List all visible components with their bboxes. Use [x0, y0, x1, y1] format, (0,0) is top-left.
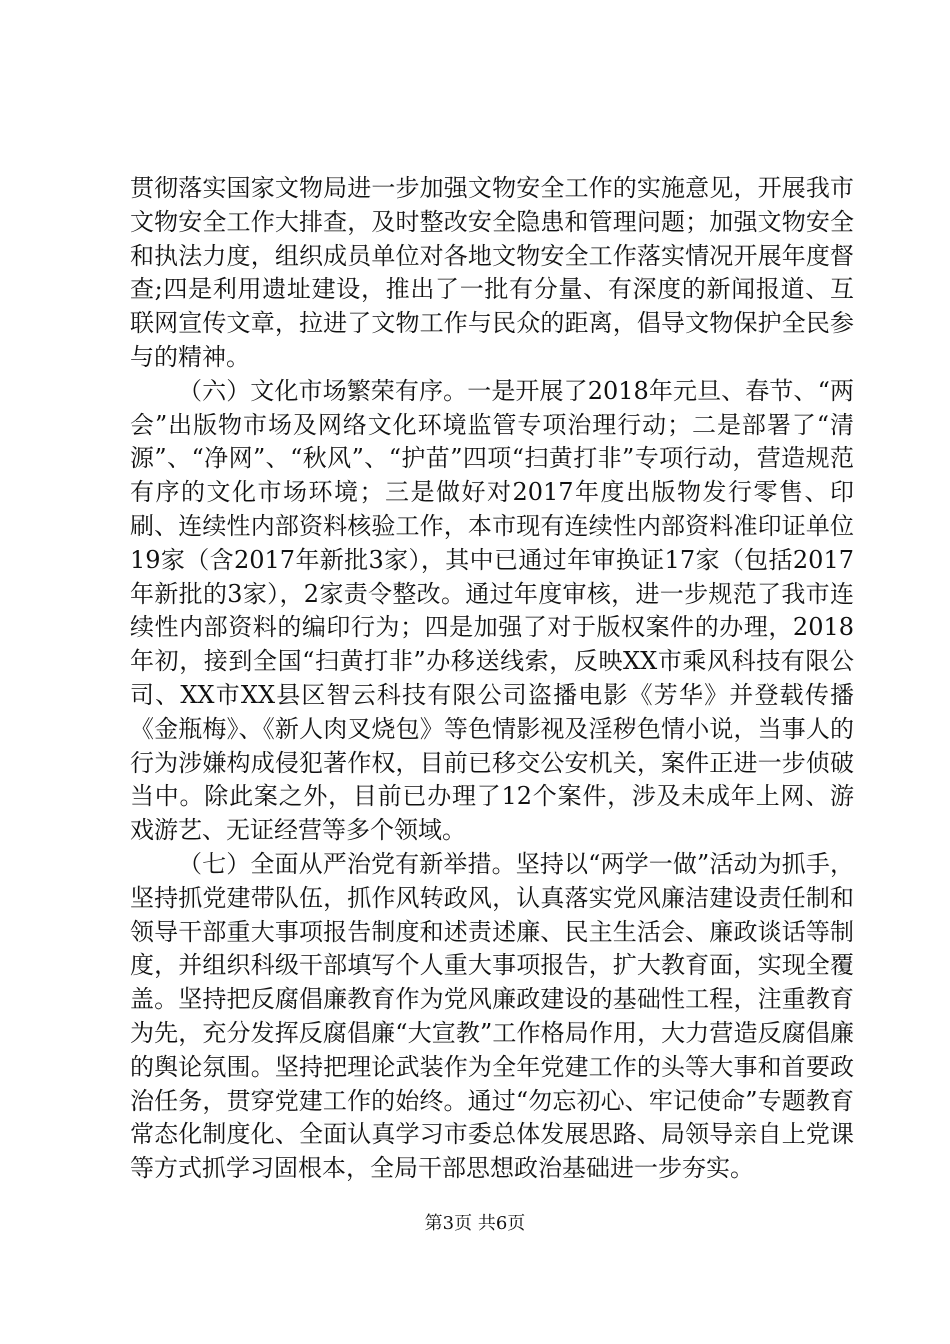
paragraph-section-six-cultural-market: （六）文化市场繁荣有序。一是开展了2018年元旦、春节、“两会”出版物市场及网络文化环境监管专项治理行动；二是部署了“清源”、“净网”、“秋风”、“护苗”四项“扫黄打非”专项行动，营造规范有序的文化市场环境；三是做好对2017年度出版物发行零售、印刷、连续性内部资料核验工作，本市现有连续性内部资料准印证单位19家（含2017年新批3家），其中已通过年审换证17家（包括2017年新批的3家），2家责令整改。通过年度审核，进一步规范了我市连续性内部资料的编印行为；四是加强了对于版权案件的办理，2018年初，接到全国“扫黄打非”办移送线索，反映XX市乘风科技有限公司、XX市XX县区智云科技有限公司盗播电影《芳华》并登载传播《金瓶梅》、《新人肉叉烧包》等色情影视及淫秽色情小说，当事人的行为涉嫌构成侵犯著作权，目前已移交公安机关，案件正进一步侦破当中。除此案之外，目前已办理了12个案件，涉及未成年上网、游戏游艺、无证经营等多个领域。: [130, 376, 854, 845]
page-number-footer: 第3页 共6页: [424, 1213, 526, 1234]
document-body: [130, 172, 854, 1186]
paragraph-cultural-relics-continued: 贯彻落实国家文物局进一步加强文物安全工作的实施意见，开展我市文物安全工作大排查，及时整改安全隐患和管理问题；加强文物安全和执法力度，组织成员单位对各地文物安全工作落实情况开展年度督查;四是利用遗址建设，推出了一批有分量、有深度的新闻报道、互联网宣传文章，拉进了文物工作与民众的距离，倡导文物保护全民参与的精神。: [130, 174, 854, 371]
paragraph-section-seven-party-discipline: （七）全面从严治党有新举措。坚持以“两学一做”活动为抓手，坚持抓党建带队伍，抓作风转政风，认真落实党风廉洁建设责任制和领导干部重大事项报告制度和述责述廉、民主生活会、廉政谈话等制度，并组织科级干部填写个人重大事项报告，扩大教育面，实现全覆盖。坚持把反腐倡廉教育作为党风廉政建设的基础性工程，注重教育为先，充分发挥反腐倡廉“大宣教”工作格局作用，大力营造反腐倡廉的舆论氛围。坚持把理论武装作为全年党建工作的头等大事和首要政治任务，贯穿党建工作的始终。通过“勿忘初心、牢记使命”专题教育常态化制度化、全面认真学习市委总体发展思路、局领导亲自上党课等方式抓学习固根本，全局干部思想政治基础进一步夯实。: [130, 849, 854, 1183]
